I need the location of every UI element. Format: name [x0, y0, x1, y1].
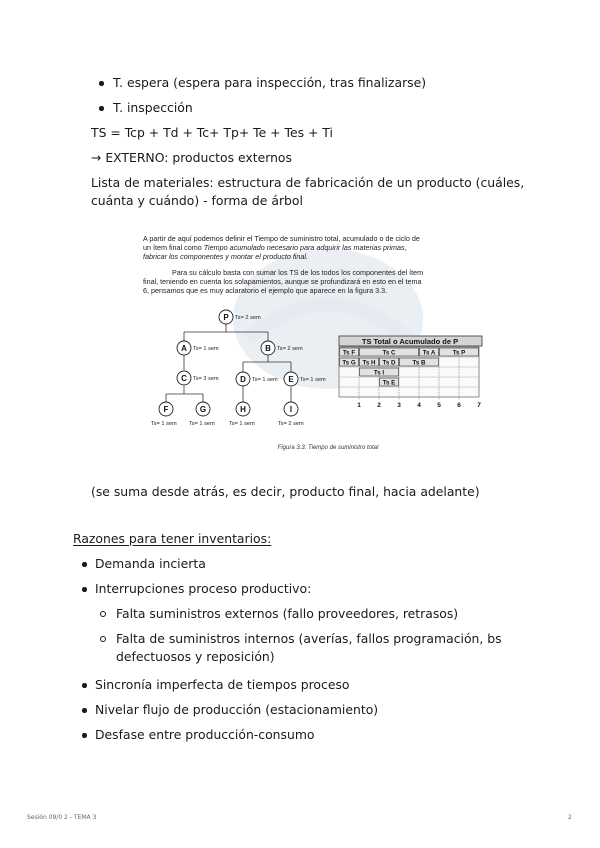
ts-h: Ts= 1 sem: [229, 421, 255, 427]
figure-tiempo-suministro: [138, 229, 495, 457]
fig-para1-line2a: un ítem final como: [143, 243, 204, 252]
gantt-bar-label: Ts I: [373, 369, 385, 377]
razones-title: Razones para tener inventarios:: [73, 531, 272, 546]
gantt-bar-label: Ts F: [342, 349, 356, 357]
line-externo: → EXTERNO: productos externos: [91, 150, 292, 165]
fig-para2-line3: 6, pensamos que es muy aclaratorio el ejemplo que aparece en la figura 3.3.: [143, 286, 388, 295]
bullet-dot: [82, 733, 87, 738]
gantt-bar-label: Ts D: [382, 359, 396, 367]
node-b: B: [265, 344, 271, 353]
razon-item: Nivelar flujo de producción (estacionamiento): [95, 702, 379, 717]
node-a: A: [181, 344, 187, 353]
fig-para1-line1: A partir de aquí podemos definir el Tiempo de suministro total, acumulado o de ciclo de: [143, 234, 420, 243]
razon-subitem-cont: defectuosos y reposición): [116, 649, 275, 664]
footer-left: Sesión 09/0 2 - TEMA 3: [27, 814, 97, 821]
gantt-axis-tick: 4: [417, 402, 421, 409]
gantt-axis-tick: 5: [437, 402, 441, 409]
figure-svg: [138, 229, 495, 457]
node-c: C: [181, 374, 187, 383]
ts-a: Ts= 1 sem: [193, 346, 219, 352]
gantt-bar-label: Ts B: [412, 359, 426, 367]
ts-g: Ts= 1 sem: [189, 421, 215, 427]
sub-bullet-circle: [100, 636, 106, 642]
footer-page: 2: [568, 814, 572, 821]
bullet-dot: [82, 562, 87, 567]
ts-f: Ts= 1 sem: [151, 421, 177, 427]
gantt-bar-label: Ts E: [382, 379, 396, 387]
node-i: I: [289, 405, 293, 414]
line-suma: (se suma desde atrás, es decir, producto final, hacia adelante): [91, 484, 480, 499]
bullet-dot: [99, 106, 104, 111]
gantt-axis-tick: 7: [477, 402, 481, 409]
ts-e: Ts= 1 sem: [300, 377, 326, 383]
line-lista-1: Lista de materiales: estructura de fabricación de un producto (cuáles,: [91, 175, 525, 190]
razon-subitem: Falta de suministros internos (averías, fallos programación, bs: [116, 631, 502, 646]
ts-d: Ts= 1 sem: [252, 377, 278, 383]
fig-caption: Figura 3.3. Tiempo de suministro total: [277, 445, 379, 451]
ts-b: Ts= 2 sem: [277, 346, 303, 352]
line-espera: T. espera (espera para inspección, tras finalizarse): [113, 75, 427, 90]
formula: TS = Tcp + Td + Tc+ Tp+ Te + Tes + Ti: [91, 125, 333, 140]
gantt-axis: [357, 402, 481, 409]
fig-para2-line1: Para su cálculo basta con sumar los TS de los todos los componentes del ítem: [172, 268, 424, 277]
gantt-axis-tick: 3: [397, 402, 401, 409]
gantt-bar-label: Ts G: [342, 359, 356, 367]
gantt-title: TS Total o Acumulado de P: [361, 337, 459, 346]
razon-item: Demanda incierta: [95, 556, 206, 571]
gantt-axis-tick: 2: [377, 402, 381, 409]
node-f: F: [163, 405, 169, 414]
gantt-bar-label: Ts H: [362, 359, 376, 367]
gantt-chart: [339, 336, 482, 409]
gantt-bar-label: Ts A: [422, 349, 436, 357]
bullet-dot: [82, 587, 87, 592]
ts-c: Ts= 3 sem: [193, 376, 219, 382]
node-e: E: [288, 375, 294, 384]
razon-item: Interrupciones proceso productivo:: [95, 581, 312, 596]
gantt-axis-tick: 6: [457, 402, 461, 409]
bullet-dot: [82, 683, 87, 688]
bullet-dot: [82, 708, 87, 713]
line-inspeccion: T. inspección: [113, 100, 193, 115]
gantt-bar-label: Ts P: [452, 349, 466, 357]
node-g: G: [199, 405, 207, 414]
gantt-bar-label: Ts C: [382, 349, 396, 357]
fig-para1-line3: fabricar los componentes y montar el producto final.: [143, 252, 308, 261]
node-p: P: [223, 313, 229, 322]
fig-para1-line2: [143, 243, 407, 252]
razon-item: Sincronía imperfecta de tiempos proceso: [95, 677, 350, 692]
fig-para2-line2: final, teniendo en cuenta los solapamientos, aunque se profundizará en esto en el tema: [143, 277, 422, 286]
bullet-dot: [99, 81, 104, 86]
ts-p: Ts= 2 sem: [235, 315, 261, 321]
razon-item: Desfase entre producción-consumo: [95, 727, 315, 742]
line-lista-2: cuánta y cuándo) - forma de árbol: [91, 193, 303, 208]
ts-i: Ts= 2 sem: [278, 421, 304, 427]
razon-subitem: Falta suministros externos (fallo proveedores, retrasos): [116, 606, 459, 621]
gantt-axis-tick: 1: [357, 402, 361, 409]
node-d: D: [240, 375, 246, 384]
fig-para1-line2b: Tiempo acumulado necesario para adquirir las materias primas,: [203, 243, 407, 252]
sub-bullet-circle: [100, 611, 106, 617]
node-h: H: [240, 405, 246, 414]
